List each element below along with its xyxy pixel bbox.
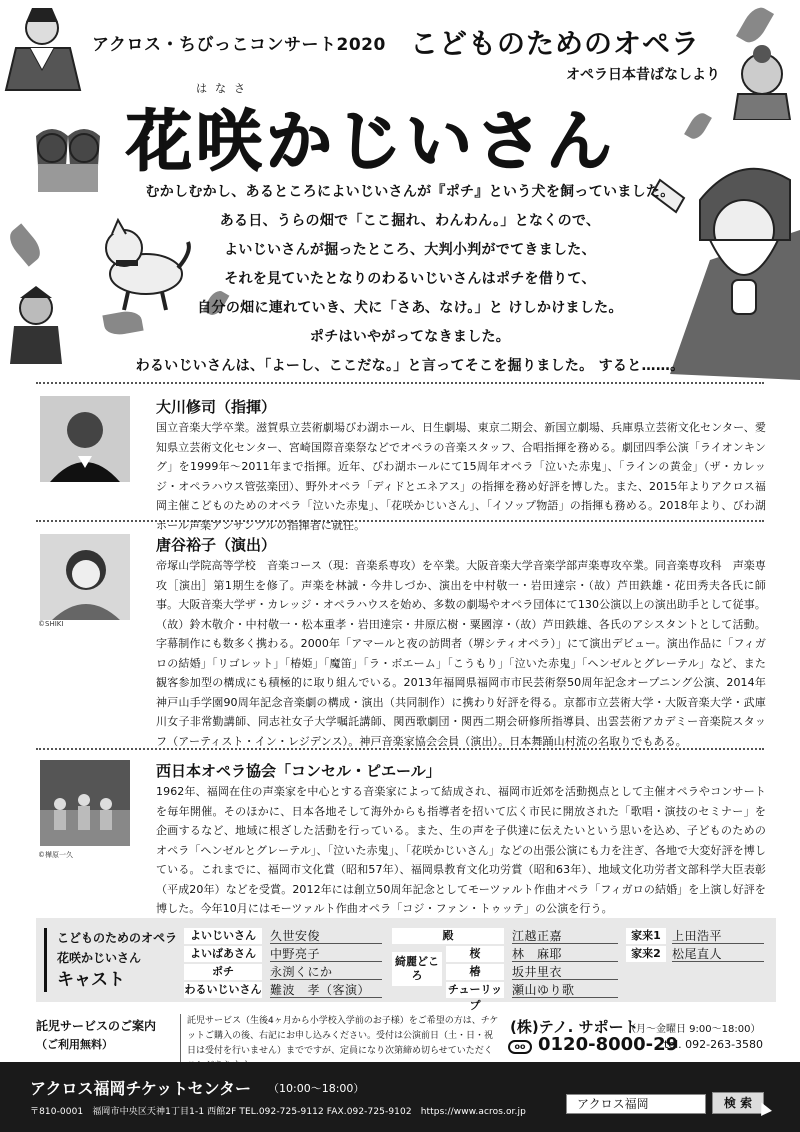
story-line: 自分の畑に連れていき、犬に「さあ、なけ。」と けしかけました。 <box>197 300 623 316</box>
title-ruby: はなさ <box>196 82 253 95</box>
samurai-illustration <box>0 0 90 100</box>
cast-actor: 瀬山ゆり歌 <box>512 982 618 998</box>
cast-actor: 久世安俊 <box>270 928 382 944</box>
ticket-center-hours: （10:00〜18:00） <box>268 1082 365 1095</box>
story-line: それを見ていたとなりのわるいじいさんはポチを借りて、 <box>224 271 596 287</box>
leaf-decoration <box>4 223 45 266</box>
cast-actor: 永渕くにか <box>270 964 382 980</box>
footer <box>0 1062 800 1132</box>
bad-old-man-illustration <box>8 284 64 368</box>
cast-role: 殿 <box>392 928 504 944</box>
ticket-center-name: アクロス福岡チケットセンター <box>30 1079 251 1098</box>
page-title: 花咲かじいさん <box>126 103 616 180</box>
story-line: ある日、うらの畑で「ここ掘れ、わんわん。」となくので、 <box>219 213 601 229</box>
profile-bio: 国立音楽大学卒業。滋賀県立芸術劇場びわ湖ホール、日生劇場、東京二期会、新国立劇場、兵庫県立芸術文化センター、愛知県立芸術文化センター、宮崎国際音楽祭などでオペラの音楽スタッフ、合唱指揮を務める。劇団四季公演「ライオンキング」を1999年〜2011年まで指揮。近年、びわ湖ホールにて15周年オペラ「泣いた赤鬼」、「ラインの黄金」（ザ・カレッジ・オペラハウス管弦楽団）、野外オペラ「ディドとエネアス」の指揮を務め好評を博した。また、2015年よりアクロス福岡主催こどものためのオペラ「泣いた赤鬼」、「花咲かじいさん」、「イソップ物語」の指揮も務める。2018年より、びわ湖ホール声楽アンサンブルの指揮者に就任。 <box>156 421 766 532</box>
princesses-illustration <box>28 126 108 192</box>
profile-name: 西日本オペラ協会「コンセル・ピエール」 <box>156 762 441 780</box>
photo-credit: ©樺原一久 <box>38 851 73 859</box>
opera-label: こどものためのオペラ <box>410 27 701 60</box>
cast-heading-big: キャスト <box>57 970 125 990</box>
leaf-decoration <box>684 110 712 142</box>
support-hours: （月〜金曜日 9:00〜18:00） <box>626 1024 761 1035</box>
support-company: (株)テノ. サポート <box>510 1018 639 1036</box>
photo-credit: ©SHIKI <box>38 620 64 628</box>
header <box>0 0 800 380</box>
cast-role: ポチ <box>184 964 262 980</box>
kirei-label: 綺麗どころ <box>392 952 442 986</box>
grandma-illustration <box>726 44 796 120</box>
director-photo <box>40 534 130 620</box>
cast-role: チューリップ <box>447 983 503 1012</box>
cast-actor: 江越正嘉 <box>512 928 618 944</box>
cast-role: わるいじいさん <box>184 983 262 996</box>
cast-role: 家来1 <box>626 928 666 944</box>
search-button[interactable]: 検 索 <box>712 1092 764 1114</box>
cast-heading-line: 花咲かじいさん <box>57 951 142 965</box>
profile-name: 唐谷裕子（演出） <box>156 536 277 554</box>
cast-actor: 中野亮子 <box>270 946 382 962</box>
profile-bio: 帝塚山学院高等学校 音楽コース（現：音楽系専攻）を卒業。大阪音楽大学音楽学部声楽専攻卒業。同音楽専攻科 声楽専攻［演出］第1期生を修了。声楽を林誠・今井しづか、演出を中村敬一・岩田達宗・（故）芦田鉄雄・花田秀夫各氏に師事。大阪音楽大学ザ・カレッジ・オペラハウスを始め、多数の劇場やオペラ団体にて130公演以上の演出助手として従事。（故）鈴木敬介・中村敬一・松本重孝・岩田達宗・井原広樹・粟國淳・（故）芦田鉄雄、各氏のアシスタントとして活動。字幕制作にも数多く携わる。2000年「アマールと夜の訪問者（堺シティオペラ）」にて演出デビュー。演出作品に「フィガロの結婚」「リゴレット」「椿姫」「魔笛」「ラ・ボエーム」「こうもり」「泣いた赤鬼」「ヘンゼルとグレーテル」など、また観客参加型の構成にも積極的に取り組んでいる。2013年福岡県福岡市市民芸術祭50周年記念オープニング公演、2014年神戸山手学園90周年記念音楽劇の構成・演出（共同制作）に携わり好評を得る。京都市立芸術大学・大阪音楽大学・武庫川女子非常勤講師、同志社女子大学嘱託講師、関西歌劇団・関西二期会研修所指導員、出雲芸術アカデミー音楽院スタッフ（アーティスト・イン・レジデンス）。神戸音楽家協会会員（演出）。日本舞踊山村流の名取りでもある。 <box>156 559 766 748</box>
divider <box>36 520 764 522</box>
childcare-subtitle: （ご利用無料） <box>36 1038 113 1051</box>
leaf-decoration <box>736 3 774 47</box>
cast-role: よいじいさん <box>184 928 262 944</box>
story-line: わるいじいさんは、「よーし、ここだな。」と言ってそこを掘りました。 すると……。 <box>135 358 685 374</box>
free-dial-icon: oo <box>508 1040 532 1054</box>
cast-actor: 松尾直人 <box>672 946 764 962</box>
divider <box>36 382 764 384</box>
cast-actor: 難波 孝（客演） <box>270 982 382 998</box>
childcare-title: 託児サービスのご案内 <box>36 1019 157 1033</box>
cast-actor: 林 麻耶 <box>512 946 618 962</box>
cast-panel <box>36 918 776 1012</box>
search-input[interactable]: アクロス福岡 <box>566 1094 706 1114</box>
profile-bio: 1962年、福岡在住の声楽家を中心とする音楽家によって結成され、福岡市近郊を活動拠点として主催オペラやコンサートを毎年開催。そのほかに、日本各地そして海外からも指導者を招いて広く市民に開放された「歌唱・演技のセミナー」を企画するなど、地域に根ざした活動を行っている。また、生の声を子供達に伝えたいという思いを込め、子どものためのオペラ「ヘンゼルとグレーテル」、「泣いた赤鬼」、「花咲かじいさん」などの出張公演にも力を注ぎ、各地で大変好評を博している。これまでに、福岡市文化賞（昭和57年）、福岡県教育文化功労賞（昭和63年）、地域文化功労者文部科学大臣表彰（平成20年）などを受賞。2012年には創立50周年記念としてモーツァルト作曲オペラ「フィガロの結婚」を上演し好評を博した。今年10月にはモーツァルト作曲オペラ「コジ・ファン・トゥッテ」の公演を行う。 <box>156 785 766 915</box>
support-tel: tel. 092-263-3580 <box>664 1038 764 1051</box>
story-line: むかしむかし、あるところによいじいさんが『ポチ』という犬を飼っていました。 <box>145 184 675 200</box>
divider <box>36 748 764 750</box>
cast-heading <box>44 928 177 992</box>
stage-photo <box>40 760 130 846</box>
cast-actor: 上田浩平 <box>672 928 764 944</box>
cast-role: 椿 <box>446 964 504 980</box>
story-line: ポチはいやがってなきました。 <box>309 329 511 345</box>
childcare-text: 託児サービス（生後4ヶ月から小学校入学前のお子様）をご希望の方は、チケットご購入の後、右記にお申し込みください。受付は公演前日（土・日・祝日は受付を行いません）までですが、定員になり次第締め切らせていただく <box>180 1014 500 1074</box>
source-label: オペラ日本昔ばなしより <box>566 67 720 83</box>
concert-series: アクロス・ちびっこコンサート2020 <box>92 35 386 55</box>
free-dial-number: 0120-8000-29 <box>538 1034 679 1055</box>
cast-heading-line: こどものためのオペラ <box>57 931 178 945</box>
story-line: よいじいさんが掘ったところ、大判小判がでてきました、 <box>224 242 596 258</box>
conductor-photo <box>40 396 130 482</box>
cast-actor: 坂井里衣 <box>512 964 618 980</box>
cast-role: 桜 <box>446 946 504 962</box>
cast-role: 家来2 <box>626 946 666 962</box>
cast-role: よいばあさん <box>184 946 262 962</box>
ticket-center-address: 〒810-0001 福岡市中央区天神1丁目1-1 西館2F TEL.092-725-9112 FAX.092-725-9102 https://www.acros.or.jp <box>30 1107 526 1117</box>
profile-name: 大川修司（指揮） <box>156 398 277 416</box>
story-text <box>130 178 690 381</box>
